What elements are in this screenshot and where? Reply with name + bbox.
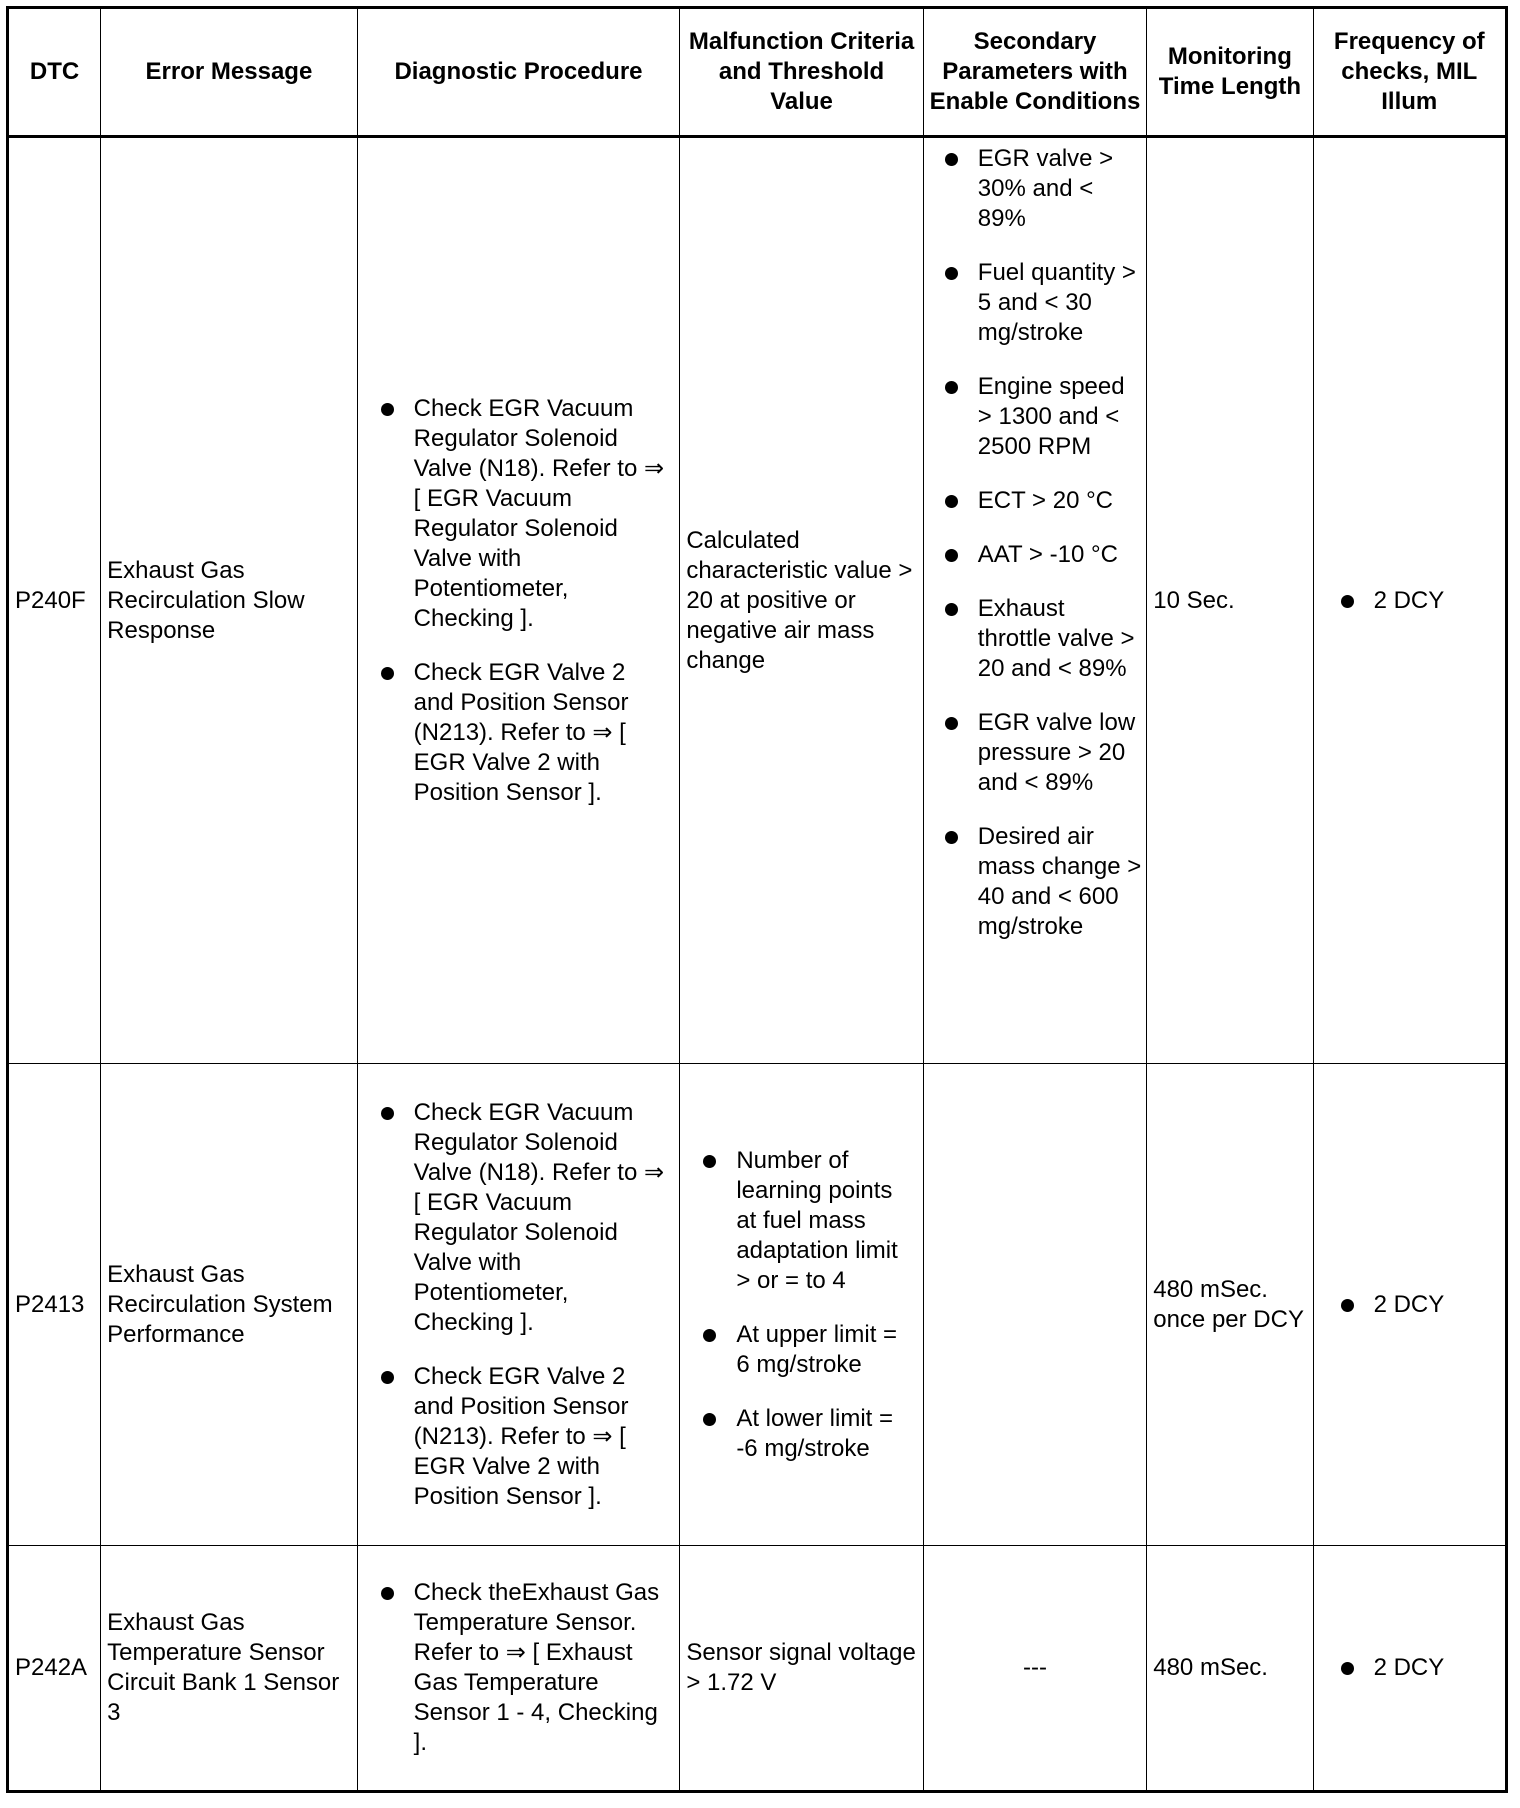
header-secondary-parameters: Secondary Parameters with Enable Conditions	[923, 8, 1146, 137]
diagnostic-step: Check EGR Valve 2 and Position Sensor (N213). Refer to ⇒ [ EGR Valve 2 with Position Sensor ].	[378, 658, 672, 808]
error-message: Exhaust Gas Temperature Sensor Circuit Bank 1 Sensor 3	[101, 1546, 358, 1792]
malfunction-item: Number of learning points at fuel mass adaptation limit > or = to 4	[700, 1146, 916, 1296]
malfunction-item: At upper limit = 6 mg/stroke	[700, 1320, 916, 1380]
secondary-parameters	[923, 137, 1146, 1064]
table-row	[8, 1064, 1507, 1546]
malfunction-criteria: Calculated characteristic value > 20 at positive or negative air mass change	[680, 137, 923, 1064]
frequency-value: 2 DCY	[1338, 586, 1499, 616]
monitoring-time: 10 Sec.	[1147, 137, 1313, 1064]
dtc-code: P242A	[8, 1546, 101, 1792]
malfunction-item: At lower limit = -6 mg/stroke	[700, 1404, 916, 1464]
table-row	[8, 137, 1507, 1064]
diagnostic-step: Check EGR Valve 2 and Position Sensor (N213). Refer to ⇒ [ EGR Valve 2 with Position Sensor ].	[378, 1362, 672, 1512]
malfunction-criteria: Sensor signal voltage > 1.72 V	[680, 1546, 923, 1792]
malfunction-list	[700, 1146, 916, 1464]
secondary-parameter: Fuel quantity > 5 and < 30 mg/stroke	[942, 258, 1142, 348]
diagnostic-procedure	[357, 137, 680, 1064]
diagnostic-step: Check EGR Vacuum Regulator Solenoid Valve (N18). Refer to ⇒ [ EGR Vacuum Regulator Solenoid Valve with Potentiometer, Checking ].	[378, 1098, 672, 1338]
frequency-cell	[1313, 1064, 1506, 1546]
secondary-parameter: Engine speed > 1300 and < 2500 RPM	[942, 372, 1142, 462]
dtc-code: P2413	[8, 1064, 101, 1546]
secondary-parameters: ---	[923, 1546, 1146, 1792]
secondary-parameter: EGR valve > 30% and < 89%	[942, 144, 1142, 234]
header-error-message: Error Message	[101, 8, 358, 137]
header-dtc: DTC	[8, 8, 101, 137]
malfunction-criteria	[680, 1064, 923, 1546]
header-malfunction-criteria: Malfunction Criteria and Threshold Value	[680, 8, 923, 137]
header-diagnostic-procedure: Diagnostic Procedure	[357, 8, 680, 137]
header-monitoring-time: Monitoring Time Length	[1147, 8, 1313, 137]
diagnostic-steps	[378, 1578, 672, 1758]
diagnostic-step: Check theExhaust Gas Temperature Sensor. Refer to ⇒ [ Exhaust Gas Temperature Sensor 1 - 4, Checking ].	[378, 1578, 672, 1758]
frequency-cell	[1313, 137, 1506, 1064]
secondary-parameter-list	[942, 144, 1142, 942]
diagnostic-procedure	[357, 1546, 680, 1792]
secondary-parameter: Desired air mass change > 40 and < 600 mg/stroke	[942, 822, 1142, 942]
secondary-parameter: AAT > -10 °C	[942, 540, 1142, 570]
secondary-parameter: EGR valve low pressure > 20 and < 89%	[942, 708, 1142, 798]
monitoring-time: 480 mSec.	[1147, 1546, 1313, 1792]
diagnostic-steps	[378, 394, 672, 808]
secondary-parameters	[923, 1064, 1146, 1546]
header-frequency: Frequency of checks, MIL Illum	[1313, 8, 1506, 137]
secondary-parameter: Exhaust throttle valve > 20 and < 89%	[942, 594, 1142, 684]
diagnostic-procedure	[357, 1064, 680, 1546]
diagnostic-step: Check EGR Vacuum Regulator Solenoid Valve (N18). Refer to ⇒ [ EGR Vacuum Regulator Solenoid Valve with Potentiometer, Checking ].	[378, 394, 672, 634]
table-row	[8, 1546, 1507, 1792]
frequency-list	[1338, 1653, 1499, 1683]
frequency-value: 2 DCY	[1338, 1290, 1499, 1320]
diagnostic-steps	[378, 1098, 672, 1512]
header-row	[8, 8, 1507, 137]
monitoring-time: 480 mSec. once per DCY	[1147, 1064, 1313, 1546]
error-message: Exhaust Gas Recirculation Slow Response	[101, 137, 358, 1064]
dtc-code: P240F	[8, 137, 101, 1064]
frequency-value: 2 DCY	[1338, 1653, 1499, 1683]
frequency-list	[1338, 1290, 1499, 1320]
error-message: Exhaust Gas Recirculation System Performance	[101, 1064, 358, 1546]
secondary-parameter: ECT > 20 °C	[942, 486, 1142, 516]
dtc-table	[6, 6, 1508, 1793]
frequency-list	[1338, 586, 1499, 616]
frequency-cell	[1313, 1546, 1506, 1792]
